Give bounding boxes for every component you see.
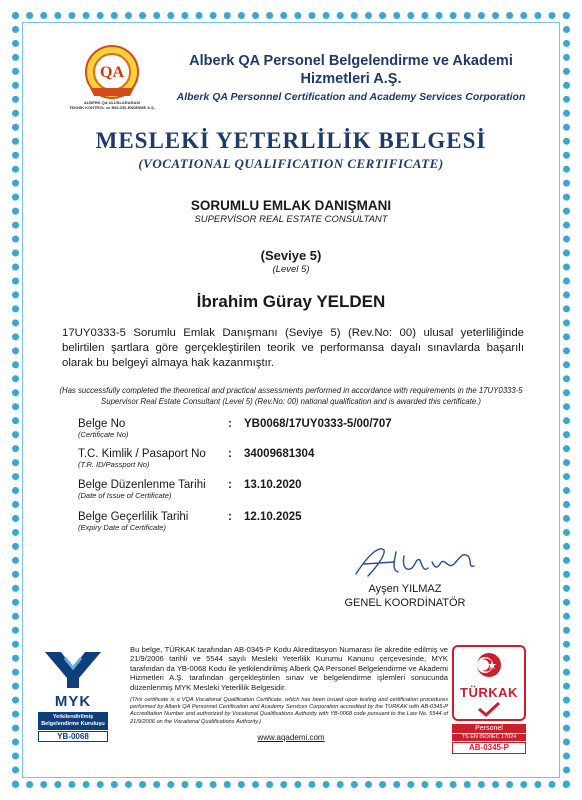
field-value: 12.10.2025 bbox=[244, 511, 302, 523]
qualification-level: (Seviye 5) bbox=[260, 248, 322, 263]
myk-caption-line1: Yetkilendirilmiş bbox=[52, 714, 94, 720]
myk-caption bbox=[38, 712, 108, 730]
field-expiry-date bbox=[78, 511, 538, 532]
disclaimer-en: (This certificate is a VQA Vocational Qualification Certificate, which has been issued upon testing and certification procedures performed by Alberk QA Personnel Certification and Academy Services Corporation accredited by the TURKAK with AB-0345-P Accreditation Number and authorized by Vocational Qualifications Authority with YB-0068 code pursuant to the Law No. 5544 of 21/9/2006 on the Vocational Qualifications Authority.) bbox=[130, 697, 448, 725]
qualification-name-en: SUPERVİSOR REAL ESTATE CONSULTANT bbox=[194, 214, 388, 225]
field-colon: : bbox=[228, 418, 232, 430]
field-issue-date bbox=[78, 479, 538, 500]
org-name-line2: Hizmetleri A.Ş. bbox=[300, 71, 402, 87]
signatory-role: GENEL KOORDİNATÖR bbox=[344, 597, 466, 609]
turkak-brand: TÜRKAK bbox=[460, 685, 518, 700]
qualification-name: SORUMLU EMLAK DANIŞMANI bbox=[190, 198, 392, 213]
myk-caption-line2: Belgelendirme Kuruluşu bbox=[41, 721, 105, 727]
turkak-standard: TS EN ISO/IEC 17024 bbox=[452, 734, 526, 741]
field-label-en: (Date of Issue of Certificate) bbox=[78, 491, 172, 500]
field-label: Belge Düzenlenme Tarihi bbox=[78, 479, 206, 491]
org-name-en: Alberk QA Personnel Certification and Academy Services Corporation bbox=[176, 91, 526, 103]
turkak-scope: Personel bbox=[452, 724, 526, 733]
field-label-en: (Certificate No) bbox=[78, 430, 129, 439]
award-statement-en: (Has successfully completed the theoretical and practical assessments performed in accordance with requirements in the 17UY0333-5 Supervisor Real Estate Consultant (Level 5) (Rev.No: 00) national qualification and is awarded this certificate.) bbox=[59, 386, 523, 406]
website-link[interactable]: www.aqademi.com bbox=[257, 733, 325, 742]
logo-text-1: ALBERK QA ULUSLARARASI bbox=[83, 100, 141, 105]
signatory-name: Ayşen YILMAZ bbox=[368, 583, 442, 595]
organization-header bbox=[160, 52, 542, 103]
svg-text:QA: QA bbox=[100, 64, 124, 81]
qualification-level-en: (Level 5) bbox=[272, 264, 310, 275]
myk-badge bbox=[38, 648, 108, 742]
qa-emblem-icon bbox=[84, 44, 140, 100]
org-name-line1: Alberk QA Personel Belgelendirme ve Akademi bbox=[189, 53, 513, 69]
holder-name: İbrahim Güray YELDEN bbox=[196, 292, 386, 311]
checkmark-icon bbox=[476, 701, 502, 717]
field-colon: : bbox=[228, 479, 232, 491]
signature-icon bbox=[350, 542, 500, 582]
certificate-title: MESLEKİ YETERLİLİK BELGESİ bbox=[95, 128, 487, 153]
field-label: T.C. Kimlik / Pasaport No bbox=[78, 448, 206, 460]
myk-brand: MYK bbox=[54, 693, 92, 710]
alberk-logo bbox=[66, 44, 158, 110]
myk-logo-icon bbox=[41, 648, 105, 690]
field-id-no bbox=[78, 448, 538, 469]
field-value: 13.10.2020 bbox=[244, 479, 302, 491]
turkak-seal bbox=[452, 645, 526, 721]
crescent-star-icon bbox=[454, 647, 524, 687]
field-value: 34009681304 bbox=[244, 448, 315, 460]
field-value: YB0068/17UY0333-5/00/707 bbox=[244, 418, 392, 430]
certificate-title-en: (VOCATIONAL QUALIFICATION CERTIFICATE) bbox=[138, 156, 444, 171]
field-colon: : bbox=[228, 448, 232, 460]
field-label-en: (Expiry Date of Certificate) bbox=[78, 523, 166, 532]
field-certificate-no bbox=[78, 418, 538, 439]
field-label: Belge Geçerlilik Tarihi bbox=[78, 511, 189, 523]
logo-text-2: TEKNİK KONTROL ve BELGELENDİRME A.Ş. bbox=[69, 105, 155, 110]
turkak-code: AB-0345-P bbox=[452, 742, 526, 754]
field-colon: : bbox=[228, 511, 232, 523]
disclaimer: Bu belge, TÜRKAK tarafından AB-0345-P Kodu Akreditasyon Numarası ile akredite edilmiş ve 21/9/2006 tarihli ve 5544 sayılı Mesleki Yeterlilik Kurumu Kanunu çerçevesinde, MYK tarafından da YB-0068 Kodu ile yetkilendirilmiş Alberk QA Personel Belgelendirme ve Akademi Hizmetleri A.Ş. tarafından gerçekleştirilen sınav ve belgelendirme işlemleri sonucunda düzenlenmiş MYK Mesleki Yeterlilik Belgesidir. bbox=[130, 645, 448, 692]
field-label: Belge No bbox=[78, 418, 126, 430]
award-statement: 17UY0333-5 Sorumlu Emlak Danışmanı (Seviye 5) (Rev.No: 00) ulusal yeterliliğinde belirtilen şartlara göre gerçekleştirilen teorik ve performansa dayalı sınavlarda başarılı olarak bu belgeyi almaya hak kazanmıştır. bbox=[62, 327, 524, 369]
field-label-en: (T.R. ID/Passport No) bbox=[78, 460, 150, 469]
myk-code: YB-0068 bbox=[38, 731, 108, 742]
signatory bbox=[330, 582, 480, 610]
turkak-badge bbox=[452, 645, 526, 753]
